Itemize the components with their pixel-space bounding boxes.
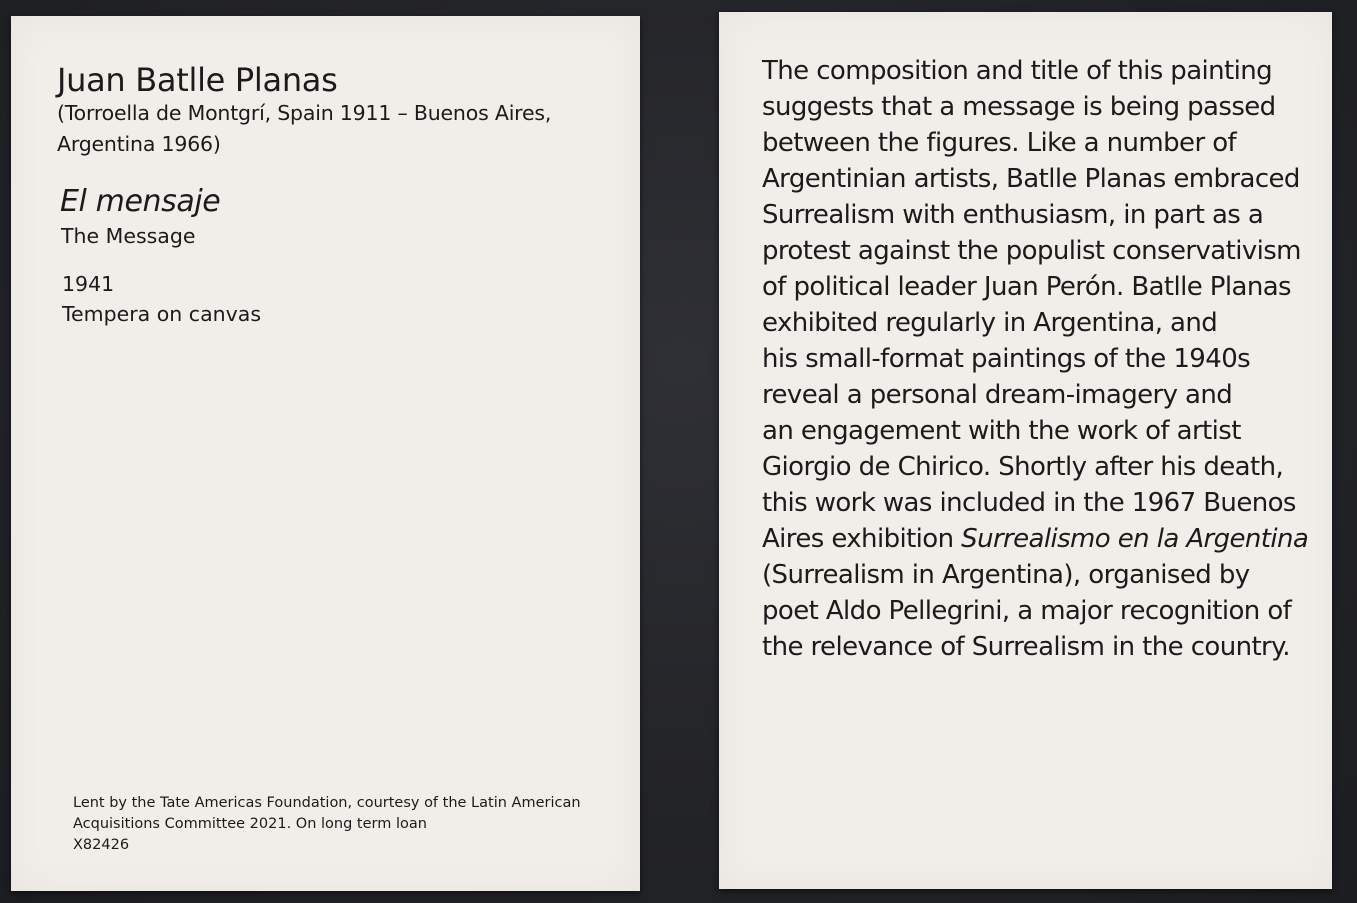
text-line: The composition and title of this painting (762, 56, 1273, 86)
text-line: Surrealism with enthusiasm, in part as a (762, 200, 1264, 230)
interpretive-text-card (719, 12, 1332, 889)
text-line: of political leader Juan Perón. Batlle Planas (762, 272, 1291, 302)
text-line: Giorgio de Chirico. Shortly after his death, (762, 452, 1284, 482)
artwork-year: 1941 (62, 272, 115, 296)
text-line: between the figures. Like a number of (762, 128, 1237, 158)
artwork-medium: Tempera on canvas (62, 302, 262, 326)
text-line-with-exhibition (762, 521, 1322, 557)
artist-name: Juan Batlle Planas (57, 61, 338, 99)
credit-line (73, 793, 613, 856)
interpretive-text (762, 53, 1322, 665)
text-segment: Aires exhibition (762, 524, 962, 554)
credit-line-2: Acquisitions Committee 2021. On long term loan (73, 816, 427, 832)
text-line: reveal a personal dream-imagery and (762, 380, 1233, 410)
accession-number: X82426 (73, 837, 130, 853)
text-line: his small-format paintings of the 1940s (762, 344, 1251, 374)
text-line: (Surrealism in Argentina), organised by (762, 560, 1250, 590)
artist-origin: (Torroella de Montgrí, Spain 1911 – Buenos Aires, Argentina 1966) (57, 101, 552, 156)
text-line: Argentinian artists, Batlle Planas embraced (762, 164, 1300, 194)
text-line: an engagement with the work of artist (762, 416, 1241, 446)
text-line: exhibited regularly in Argentina, and (762, 308, 1218, 338)
artwork-label-card (11, 16, 640, 891)
text-line: the relevance of Surrealism in the country. (762, 632, 1290, 662)
artwork-title-translation: The Message (61, 224, 196, 248)
text-line: this work was included in the 1967 Buenos (762, 488, 1296, 518)
exhibition-title: Surrealismo en la Argentina (961, 524, 1309, 554)
text-line: suggests that a message is being passed (762, 92, 1276, 122)
text-line: poet Aldo Pellegrini, a major recognition of (762, 596, 1292, 626)
credit-line-1: Lent by the Tate Americas Foundation, courtesy of the Latin American (73, 795, 581, 811)
artwork-title-original: El mensaje (60, 184, 221, 219)
text-line: protest against the populist conservativism (762, 236, 1301, 266)
